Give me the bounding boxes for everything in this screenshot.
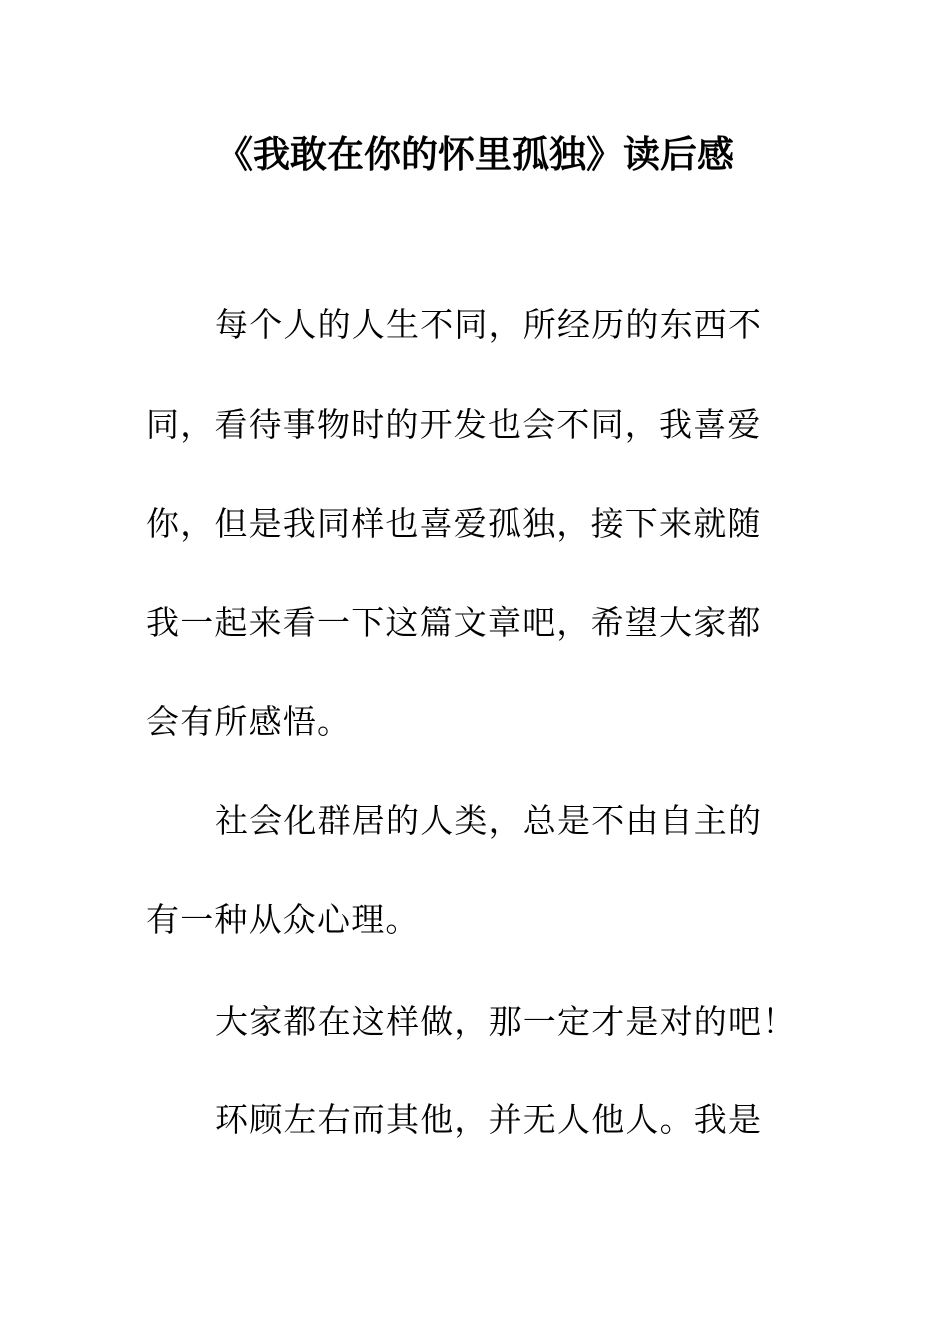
paragraph-line: 社会化群居的人类，总是不由自主的 xyxy=(215,801,763,840)
paragraph-line: 大家都在这样做，那一定才是对的吧！ xyxy=(215,1002,797,1041)
document-title: 《我敢在你的怀里孤独》读后感 xyxy=(216,132,734,176)
paragraph-line: 环顾左右而其他，并无人他人。我是 xyxy=(215,1100,763,1139)
paragraph-line: 有一种从众心理。 xyxy=(146,900,420,939)
paragraph-line: 每个人的人生不同，所经历的东西不 xyxy=(215,305,763,344)
paragraph-line: 你，但是我同样也喜爱孤独，接下来就随 xyxy=(146,504,762,543)
paragraph-line: 同，看待事物时的开发也会不同，我喜爱 xyxy=(146,405,762,444)
paragraph-line: 会有所感悟。 xyxy=(146,702,352,741)
paragraph-line: 我一起来看一下这篇文章吧，希望大家都 xyxy=(146,603,762,642)
